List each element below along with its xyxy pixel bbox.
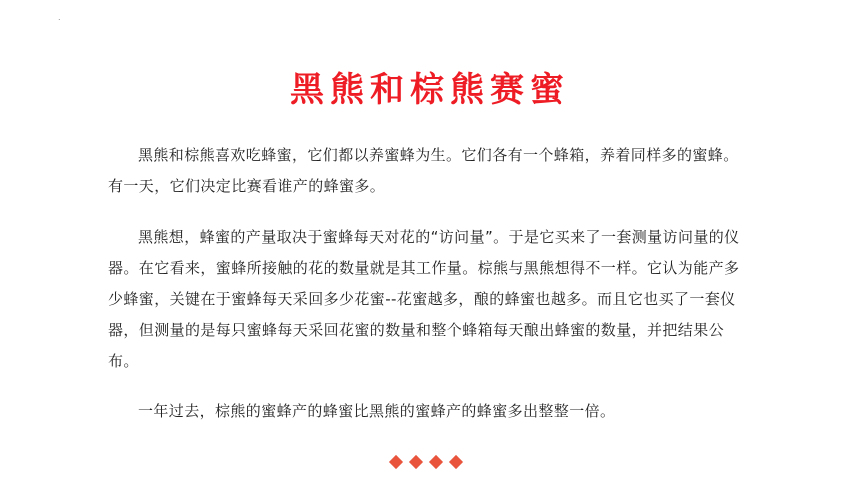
paragraph-intro: 黑熊和棕熊喜欢吃蜂蜜，它们都以养蜜蜂为生。它们各有一个蜂箱，养着同样多的蜜蜂。有一天，它们决定比赛看谁产的蜂蜜多。 (108, 146, 739, 195)
diamond-divider (390, 455, 462, 469)
corner-mark: . (58, 13, 61, 22)
diamond-icon (389, 455, 403, 469)
page-title: 黑熊和棕熊赛蜜 (290, 70, 570, 110)
paragraph-measurement: 黑熊想，蜂蜜的产量取决于蜜蜂每天对花的“访问量”。于是它买来了一套测量访问量的仪器。在它看来，蜜蜂所接触的花的数量就是其工作量。棕熊与黑熊想得不一样。它认为能产多少蜂蜜，关键在于蜜蜂每天采回多少花蜜--花蜜越多，酿的蜂蜜也越多。而且它也买了一套仪器，但测量的是每只蜜蜂每天采回花蜜的数量和整个蜂箱每天酿出蜂蜜的数量，并把结果公布。 (108, 228, 740, 370)
diamond-icon (429, 455, 443, 469)
diamond-icon (409, 455, 423, 469)
story-body (108, 140, 748, 427)
paragraph-result: 一年过去，棕熊的蜜蜂产的蜂蜜比黑熊的蜜蜂产的蜂蜜多出整整一倍。 (138, 402, 616, 420)
diamond-icon (449, 455, 463, 469)
